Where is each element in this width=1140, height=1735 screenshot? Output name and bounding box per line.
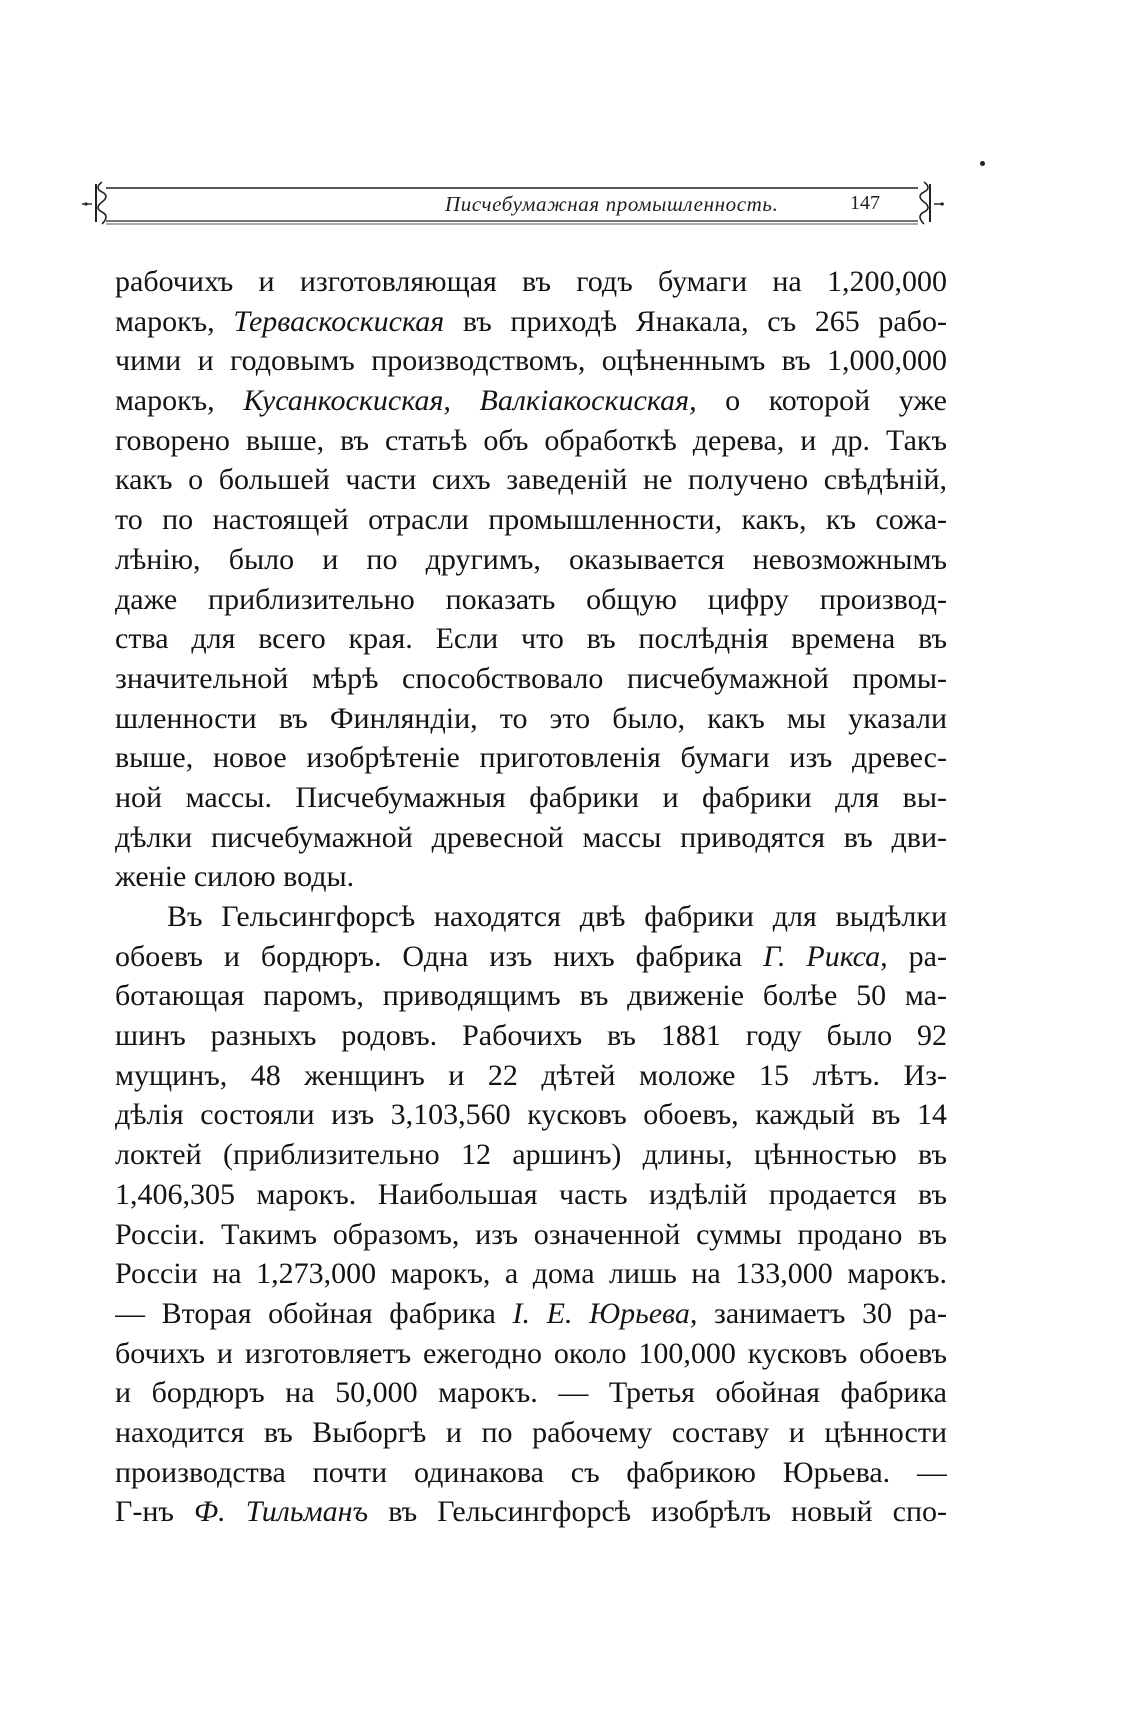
running-header (80, 178, 950, 230)
text-segment: ства для всего края. Если что въ послѣднiя времена въ (115, 622, 947, 656)
text-line (115, 619, 947, 659)
text-segment: производства почти одинакова съ фабрикою Юрьева. — (115, 1455, 947, 1489)
text-segment: обоевъ и бордюръ. Одна изъ нихъ фабрика (115, 939, 764, 973)
italic-name: Ф. Тильманъ (194, 1495, 369, 1529)
text-segment: Россiи на 1,273,000 марокъ, а дома лишь на 133,000 марокъ. (115, 1257, 947, 1291)
text-segment: 1,406,305 марокъ. Наибольшая часть издѣлiй продается въ (115, 1177, 947, 1211)
text-segment: ра- (887, 939, 947, 973)
text-segment: локтей (приблизительно 12 аршинъ) длины, цѣнностью въ (115, 1138, 947, 1172)
text-line (115, 1492, 947, 1532)
text-line (115, 897, 947, 937)
text-segment: дѣлiя состояли изъ 3,103,560 кусковъ обоевъ, каждый въ 14 (115, 1098, 947, 1132)
text-line (115, 1334, 947, 1374)
text-line (115, 1254, 947, 1294)
text-segment: женiе силою воды. (115, 860, 355, 894)
text-line (115, 1294, 947, 1334)
text-line (115, 460, 947, 500)
text-segment (451, 384, 480, 417)
text-segment: выше, новое изобрѣтенiе приготовленiя бумаги изъ древес- (115, 741, 947, 775)
italic-name: Г. Рикса, (763, 939, 888, 973)
text-segment: даже приблизительно показать общую цифру производ- (115, 582, 947, 616)
text-line (115, 778, 947, 818)
text-segment: — Вторая обойная фабрика (115, 1296, 513, 1330)
text-line (115, 699, 947, 739)
text-line (115, 341, 947, 381)
text-line (115, 1135, 947, 1175)
text-segment: какъ о большей части сихъ заведенiй не получено свѣдѣнiй, (115, 463, 947, 497)
text-line (115, 381, 947, 421)
text-segment: шленности въ Финляндiи, то это было, какъ мы указали (115, 701, 947, 735)
text-line (115, 1175, 947, 1215)
text-line (115, 1373, 947, 1413)
italic-name: Кусанкоскиская, (243, 384, 451, 418)
text-line (115, 1095, 947, 1135)
text-line (115, 818, 947, 858)
text-line (115, 1453, 947, 1493)
text-segment: значительной мѣрѣ способствовало писчебумажной промы- (115, 661, 947, 695)
text-segment: Въ Гельсингфорсѣ находятся двѣ фабрики для выдѣлки (167, 900, 947, 933)
text-segment: бочихъ и изготовляетъ ежегодно около 100,000 кусковъ обоевъ (115, 1336, 947, 1370)
text-line (115, 580, 947, 620)
text-segment: Г-нъ (115, 1495, 195, 1529)
text-line (115, 937, 947, 977)
text-segment: ной массы. Писчебумажныя фабрики и фабрики для вы- (115, 780, 947, 814)
text-line (115, 738, 947, 778)
text-line (115, 1413, 947, 1453)
text-line (115, 540, 947, 580)
text-line (115, 262, 947, 302)
text-segment: марокъ, (115, 384, 244, 418)
text-segment: въ приходѣ Янакала, съ 265 рабо- (444, 304, 947, 338)
italic-name: Терваcкоскиская (233, 304, 445, 338)
text-segment: шинъ разныхъ родовъ. Рабочихъ въ 1881 году было 92 (115, 1019, 947, 1053)
italic-name: Валкiакоскиская, (479, 384, 697, 418)
text-line (115, 1016, 947, 1056)
text-segment: говорено выше, въ статьѣ объ обработкѣ дерева, и др. Такъ (115, 423, 947, 457)
text-segment: ботающая паромъ, приводящимъ въ движенiе болѣе 50 ма- (115, 979, 947, 1013)
page-number: 147 (850, 192, 880, 214)
text-segment: рабочихъ и изготовляющая въ годъ бумаги на 1,200,000 (115, 265, 947, 298)
text-line (115, 976, 947, 1016)
text-segment: дѣлки писчебумажной древесной массы приводятся въ дви- (115, 820, 947, 854)
text-segment: марокъ, (115, 304, 234, 338)
text-segment: то по настоящей отрасли промышленности, какъ, къ сожа- (115, 503, 947, 537)
text-line (115, 421, 947, 461)
italic-name: I. Е. Юрьева, (512, 1296, 698, 1330)
text-line (115, 857, 947, 897)
text-segment: Россiи. Такимъ образомъ, изъ означенной суммы продано въ (115, 1217, 947, 1251)
body-text (115, 262, 947, 1532)
print-speck (980, 161, 985, 166)
text-line (115, 1056, 947, 1096)
text-segment: занимаетъ 30 ра- (697, 1296, 947, 1330)
text-segment: о которой уже (696, 384, 947, 418)
text-line (115, 1215, 947, 1255)
text-line (115, 659, 947, 699)
text-line (115, 500, 947, 540)
running-head-title: Писчебумажная промышленность. (445, 192, 779, 216)
text-line (115, 302, 947, 342)
text-segment: мущинъ, 48 женщинъ и 22 дѣтей моложе 15 лѣтъ. Из- (115, 1058, 947, 1092)
text-segment: чими и годовымъ производствомъ, оцѣненнымъ въ 1,000,000 (115, 344, 947, 378)
text-segment: и бордюръ на 50,000 марокъ. — Третья обойная фабрика (115, 1376, 947, 1410)
text-segment: въ Гельсингфорсѣ изобрѣлъ новый спо- (368, 1495, 947, 1529)
text-segment: лѣнiю, было и по другимъ, оказывается невозможнымъ (115, 542, 947, 576)
text-segment: находится въ Выборгѣ и по рабочему составу и цѣнности (115, 1415, 947, 1449)
